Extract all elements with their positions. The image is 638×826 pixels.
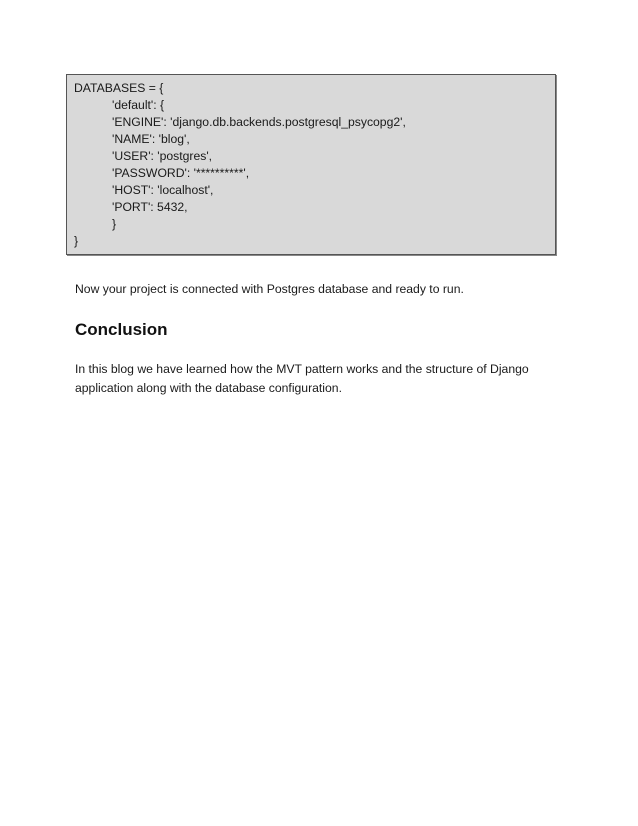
conclusion-heading: Conclusion [75,320,168,339]
code-line: 'default': { [112,98,165,112]
code-line: } [74,234,79,248]
code-line: 'NAME': 'blog', [112,132,190,146]
code-line: 'PASSWORD': '**********', [112,166,250,180]
code-line: 'ENGINE': 'django.db.backends.postgresql_psycopg2', [112,115,406,129]
code-line: 'PORT': 5432, [112,200,188,214]
conclusion-text-line-2: application along with the database configuration. [75,381,342,395]
code-line: 'USER': 'postgres', [112,149,213,163]
code-block [66,74,556,255]
code-line: DATABASES = { [74,81,164,95]
code-line: 'HOST': 'localhost', [112,183,214,197]
conclusion-text-line-1: In this blog we have learned how the MVT pattern works and the structure of Django [75,362,529,376]
code-line: } [112,217,117,231]
connected-paragraph: Now your project is connected with Postgres database and ready to run. [75,282,464,296]
